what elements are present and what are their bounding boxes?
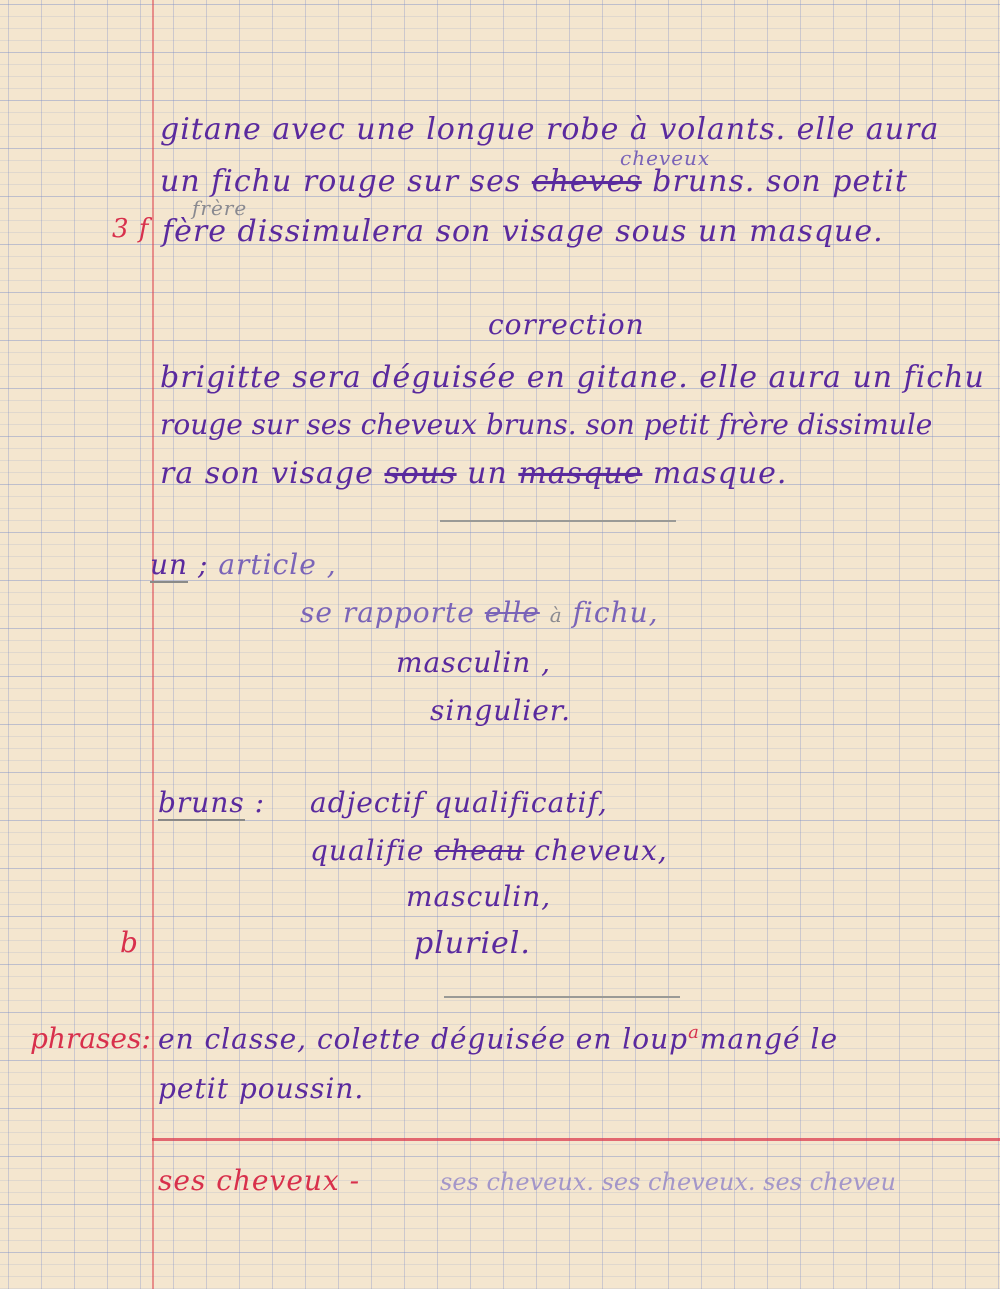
- analysis-un-sep: ;: [197, 548, 209, 581]
- section-divider-2: [444, 996, 680, 998]
- exercise-line-2-text: un fichu rouge sur ses: [160, 164, 522, 199]
- phrases-line-1: [158, 1022, 838, 1055]
- exercise-line-3: [162, 214, 884, 249]
- practice-model: ses cheveux -: [158, 1164, 361, 1197]
- exercise-line-3-text: dissimulera son visage sous un masque.: [237, 214, 884, 249]
- correction-line-3-end: masque.: [652, 456, 788, 491]
- margin-note-b: b: [120, 926, 139, 959]
- margin-line: [152, 0, 154, 1289]
- error-word-fere: fère: [162, 214, 227, 249]
- phrases-line-1-start: en classe, colette déguisée en loup: [158, 1022, 689, 1056]
- exercise-line-2: [160, 164, 908, 199]
- struck-word-sous: sous: [384, 456, 457, 491]
- phrases-line-2: petit poussin.: [158, 1072, 365, 1105]
- analysis-bruns-l1: adjectif qualificatif,: [310, 786, 608, 819]
- analysis-un-heading: [150, 548, 337, 581]
- practice-copies: ses cheveux. ses cheveux. ses cheveu: [440, 1168, 896, 1196]
- phrases-verb: mangé: [699, 1022, 801, 1056]
- analysis-un-l2-end: fichu,: [572, 596, 659, 629]
- struck-word-cheves: cheves: [531, 164, 642, 199]
- analysis-bruns-l3: masculin,: [406, 880, 552, 913]
- analysis-un-word: un: [150, 548, 189, 581]
- analysis-bruns-sep: :: [254, 786, 266, 819]
- correction-line-1: brigitte sera déguisée en gitane. elle aura un fichu: [160, 360, 985, 395]
- analysis-un-l1: article ,: [218, 548, 337, 581]
- correction-title: correction: [488, 308, 645, 341]
- analysis-bruns-word: bruns: [158, 786, 245, 819]
- struck-word-cheau: cheau: [434, 834, 525, 867]
- analysis-bruns-l2-start: qualifie: [310, 834, 425, 867]
- phrases-label: phrases:: [30, 1022, 151, 1055]
- exercise-line-1: gitane avec une longue robe à volants. elle aura: [160, 112, 940, 147]
- exercise-line-2-end: bruns. son petit: [652, 164, 908, 199]
- analysis-un-l3: masculin ,: [396, 646, 552, 679]
- correction-line-3-mid: un: [467, 456, 508, 491]
- correction-line-3: [160, 456, 787, 491]
- correction-note-cheveux: cheveux: [620, 146, 711, 170]
- struck-word-elle: elle: [484, 596, 540, 629]
- insert-letter-a: a: [688, 1022, 700, 1043]
- analysis-bruns-l4: pluriel.: [414, 926, 531, 961]
- analysis-un-l4: singulier.: [430, 694, 572, 727]
- correction-note-frere: frère: [192, 196, 248, 220]
- struck-word-masque: masque: [518, 456, 643, 491]
- analysis-bruns-heading: [158, 786, 265, 819]
- analysis-bruns-l2-end: cheveux,: [534, 834, 668, 867]
- red-underline: [152, 1138, 1000, 1141]
- analysis-un-l2: [300, 596, 659, 629]
- section-divider-1: [440, 520, 676, 522]
- phrases-line-1-end: le: [810, 1022, 839, 1056]
- insert-word-a: à: [549, 603, 563, 627]
- correction-line-2: rouge sur ses cheveux bruns. son petit frère dissimule: [160, 408, 933, 441]
- analysis-un-l2-start: se rapporte: [300, 596, 475, 629]
- margin-note-3f: 3 f: [112, 214, 150, 244]
- correction-line-3-start: ra son visage: [160, 456, 374, 491]
- analysis-bruns-l2: [310, 834, 668, 867]
